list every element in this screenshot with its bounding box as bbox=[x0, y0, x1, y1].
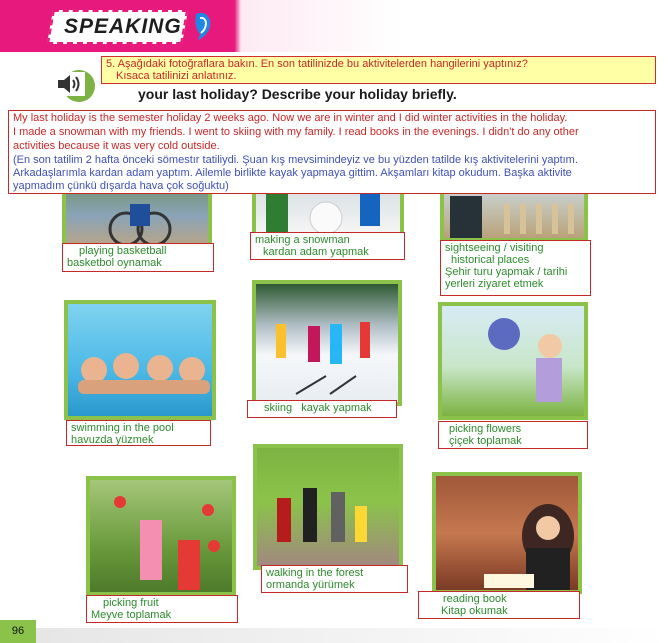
question-line-2: Kısaca tatilinizi anlatınız. bbox=[116, 70, 237, 82]
section-title: SPEAKING bbox=[64, 15, 182, 38]
speech-bubble-icon bbox=[192, 10, 214, 42]
caption-reading: reading book Kitap okumak bbox=[418, 591, 580, 619]
speaker-icon[interactable] bbox=[55, 72, 85, 96]
answer-tr-line: (En son tatilim 2 hafta önceki sömestır tatiliydi. Şuan kış mevsimindeyiz ve bu yüzden tatilde kış aktivitelerini yaptım. bbox=[13, 154, 578, 166]
answer-en-line: activities because it was very cold outside. bbox=[13, 140, 220, 152]
caption-basketball: playing basketball basketbol oynamak bbox=[62, 243, 214, 272]
caption-flowers: picking flowers çiçek toplamak bbox=[438, 421, 588, 449]
answer-box bbox=[8, 110, 656, 194]
photo-reading bbox=[432, 472, 582, 594]
photo-skiing bbox=[252, 280, 402, 406]
photo-swimming bbox=[64, 300, 216, 420]
answer-tr-line: Arkadaşlarımla kardan adam yaptım. Ailemle birlikte kayak yapmaya gittim. Akşamları kitap okudum. Başka aktivite bbox=[13, 167, 572, 179]
page-number: 96 bbox=[0, 620, 36, 643]
answer-en-line: I made a snowman with my friends. I went to skiing with my family. I read books in the evenings. I didn't do any other bbox=[13, 126, 579, 138]
caption-skiing: skiing kayak yapmak bbox=[247, 400, 397, 418]
question-english: your last holiday? Describe your holiday briefly. bbox=[138, 86, 457, 102]
question-box bbox=[101, 56, 656, 84]
answer-tr-line: yapmadım çünkü dışarda hava çok soğuktu) bbox=[13, 180, 229, 192]
question-line-1: 5. Aşağıdaki fotoğraflara bakın. En son tatilinizde bu aktivitelerden hangilerini yaptınız? bbox=[106, 58, 528, 70]
caption-forest: walking in the forest ormanda yürümek bbox=[261, 565, 408, 593]
footer-band bbox=[36, 628, 670, 643]
photo-fruit bbox=[86, 476, 236, 596]
caption-sightseeing: sightseeing / visiting historical places Şehir turu yapmak / tarihi yerleri ziyaret etmek bbox=[440, 240, 591, 296]
photo-forest bbox=[253, 444, 403, 570]
photo-flowers bbox=[438, 302, 588, 420]
caption-fruit: picking fruit Meyve toplamak bbox=[86, 595, 238, 623]
answer-en-line: My last holiday is the semester holiday 2 weeks ago. Now we are in winter and I did winter activities in the holiday. bbox=[13, 112, 568, 124]
caption-snowman: making a snowman kardan adam yapmak bbox=[250, 232, 405, 260]
caption-swimming: swimming in the pool havuzda yüzmek bbox=[66, 420, 211, 446]
